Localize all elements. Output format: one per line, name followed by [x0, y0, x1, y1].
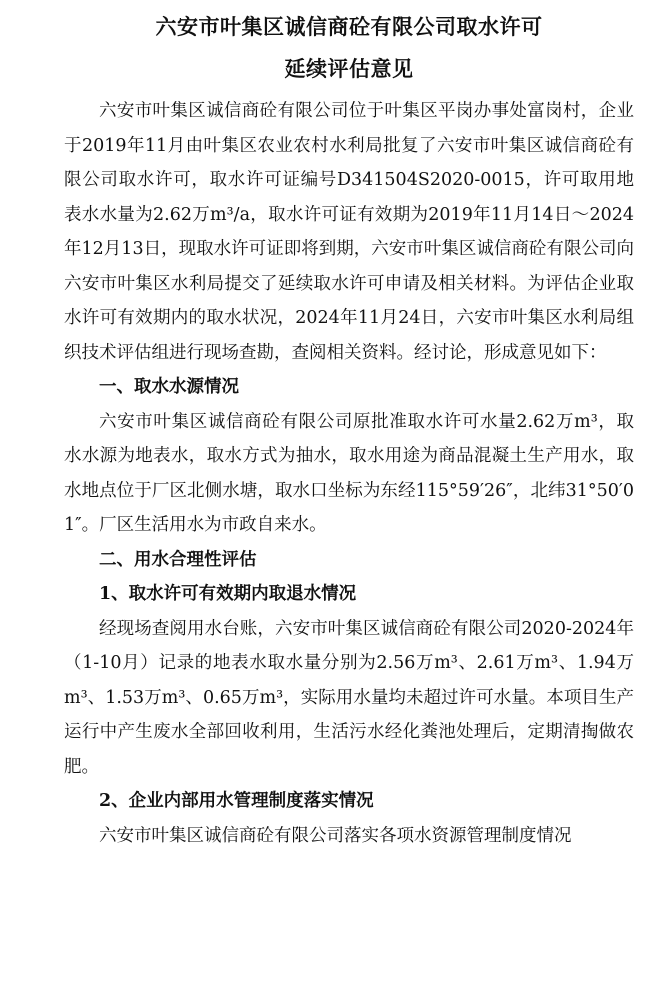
section1-heading: 一、取水水源情况: [99, 377, 239, 397]
subsection2-paragraph: 六安市叶集区诚信商砼有限公司落实各项水资源管理制度情况: [99, 825, 572, 846]
intro-paragraph: 六安市叶集区诚信商砼有限公司位于叶集区平岗办事处富岗村，企业于2019年11月由叶集区农业农村水利局批复了六安市叶集区诚信商砼有限公司取水许可，取水许可证编号D341504S2020-0015，许可取用地表水水量为2.62万m³/a，取水许可证有效期为2019年11月14日～2024年12月13日，现取水许可证即将到期，六安市叶集区诚信商砼有限公司向六安市叶集区水利局提交了延续取水许可申请及相关材料。为评估企业取水许可有效期内的取水状况，2024年11月24日，六安市叶集区水利局组织技术评估组进行现场查勘，查阅相关资料。经讨论，形成意见如下：: [64, 101, 634, 363]
subsection1-paragraph: 经现场查阅用水台账，六安市叶集区诚信商砼有限公司2020-2024年（1-10月）记录的地表水取水量分别为2.56万m³、2.61万m³、1.94万m³、1.53万m³、0.65万m³，实际用水量均未超过许可水量。本项目生产运行中产生废水全部回收利用，生活污水经化粪池处理后，定期清掏做农肥。: [64, 618, 634, 777]
section1-paragraph: 六安市叶集区诚信商砼有限公司原批准取水许可水量2.62万m³，取水水源为地表水，取水方式为抽水，取水用途为商品混凝土生产用水，取水地点位于厂区北侧水塘，取水口坐标为东经115°59′26″，北纬31°50′01″。厂区生活用水为市政自来水。: [64, 411, 634, 535]
document-title-line2: 延续评估意见: [284, 57, 414, 81]
subsection1-heading: 1、取水许可有效期内取退水情况: [99, 584, 357, 604]
document-title-line1: 六安市叶集区诚信商砼有限公司取水许可: [155, 15, 543, 39]
subsection2-heading: 2、企业内部用水管理制度落实情况: [99, 791, 374, 811]
section2-heading: 二、用水合理性评估: [99, 549, 257, 570]
